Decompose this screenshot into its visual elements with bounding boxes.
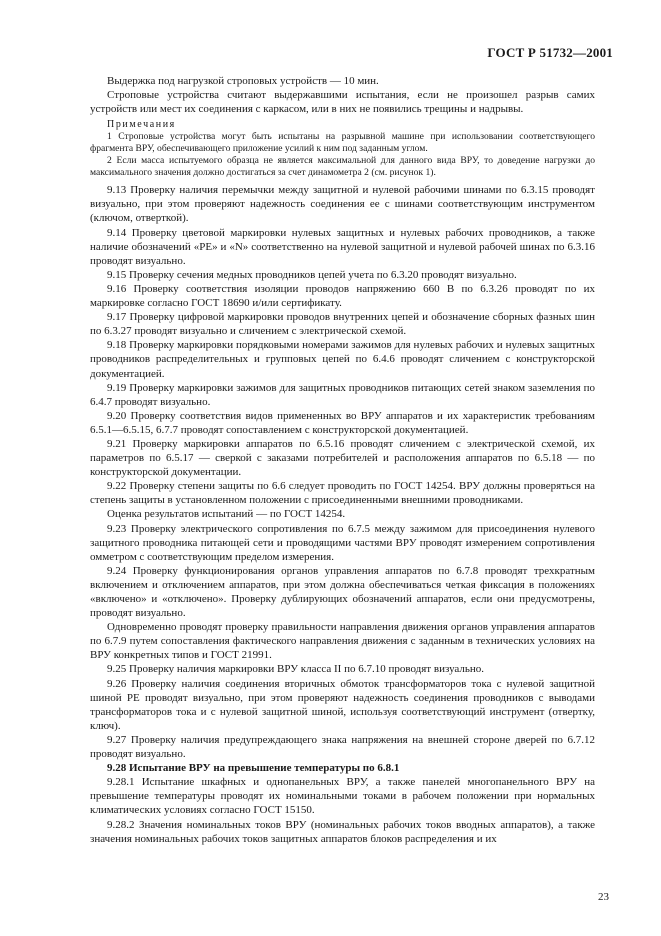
item-9-26: 9.26 Проверку наличия соединения вторичных обмоток трансформаторов тока с нулевой защитной шиной PE проводят визуально, при этом проверяют надежность соединения проводников с выводами трансформаторов тока и с нулевой защитной шиной, используя соответствующий инструмент (отвертку, ключ). [90,677,595,732]
item-9-16: 9.16 Проверку соответствия изоляции проводов напряжению 660 В по 6.3.26 проводят по их маркировке согласно ГОСТ 18690 и/или сертификату. [90,282,595,310]
paragraph: Строповые устройства считают выдержавшими испытания, если не произошел разрыв самих устройств или мест их соединения с каркасом, или в них не появились трещины и надрывы. [90,89,595,116]
item-9-27: 9.27 Проверку наличия предупреждающего знака напряжения на внешней стороне дверей по 6.7.12 проводят визуально. [90,733,595,761]
item-9-23: 9.23 Проверку электрического сопротивления по 6.7.5 между зажимом для присоединения нулевого защитного проводника питающей сети и проводящими частями ВРУ проводят измерением сопротивления омметром с соответствующим пределом измерения. [90,522,595,563]
item-9-18: 9.18 Проверку маркировки порядковыми номерами зажимов для нулевых рабочих и нулевых защитных проводников распределительных и групповых цепей по 6.4.6 проводят сличением с конструкторской документацией. [90,339,595,380]
item-9-19: 9.19 Проверку маркировки зажимов для защитных проводников питающих сетей знаком заземления по 6.4.7 проводят визуально. [90,381,595,408]
item-9-17: 9.17 Проверку цифровой маркировки проводов внутренних цепей и обозначение сборных фазных шин по 6.3.27 проводят визуально и сличением с электрической схемой. [90,311,595,338]
direction-check-paragraph: Одновременно проводят проверку правильности направления движения органов управления аппаратов по 6.7.9 путем сопоставления фактического направления движения с заданным в технических условиях на ВРУ конкретных типов и ГОСТ 21991. [90,621,595,662]
section-title: 9.28 Испытание ВРУ на превышение температуры по 6.8.1 [107,762,400,775]
notes-title: Примечания [107,119,176,131]
page-body [90,74,595,846]
note-item: 1 Строповые устройства могут быть испытаны на разрывной машине при использовании соответствующего фрагмента ВРУ, обеспечивающего приложение усилий к ним под заданным углом. [90,131,595,155]
item-9-28-2: 9.28.2 Значения номинальных токов ВРУ (номинальных рабочих токов вводных аппаратов), а также значения номинальных рабочих токов защитных аппаратов блоков распределения и их [90,818,595,845]
item-9-14: 9.14 Проверку цветовой маркировки нулевых защитных и нулевых рабочих проводников, а также наличие обозначений «PE» и «N» соответственно на нулевой защитной и нулевой рабочей шинах по 6.3.16 проводят визуально. [90,226,595,267]
page-number: 23 [598,891,609,903]
evaluation-paragraph: Оценка результатов испытаний — по ГОСТ 14254. [107,508,346,521]
item-9-13: 9.13 Проверку наличия перемычки между защитной и нулевой рабочими шинами по 6.3.15 проводят визуально, при этом проверяют надежность соединения ее с шинами соответствующим инструментом (ключом, отверткой). [90,184,595,225]
item-9-28-1: 9.28.1 Испытание шкафных и однопанельных ВРУ, а также панелей многопанельного ВРУ на превышение температуры проводят их номинальными токами в рабочем положении при нормальных климатических условиях согласно ГОСТ 15150. [90,776,595,817]
note-item: 2 Если масса испытуемого образца не является максимальной для данного вида ВРУ, то доведение нагрузки до максимального значения должно достигаться за счет динамометра 2 (см. рисунок 1). [90,155,595,179]
item-9-15: 9.15 Проверку сечения медных проводников цепей учета по 6.3.20 проводят визуально. [107,268,517,281]
item-9-21: 9.21 Проверку маркировки аппаратов по 6.5.16 проводят сличением с электрической схемой, их параметров по 6.5.17 — сверкой с заказами потребителей и расположения аппаратов по 6.5.18 — по конструкторской документации. [90,437,595,479]
item-9-20: 9.20 Проверку соответствия видов примененных во ВРУ аппаратов и их характеристик требованиям 6.5.1—6.5.15, 6.7.7 проводят сопоставлением с конструкторской документацией. [90,409,595,436]
document-header: ГОСТ Р 51732—2001 [487,45,613,60]
paragraph: Выдержка под нагрузкой строповых устройств — 10 мин. [107,75,379,87]
item-9-25: 9.25 Проверку наличия маркировки ВРУ класса II по 6.7.10 проводят визуально. [107,663,485,676]
item-9-22: 9.22 Проверку степени защиты по 6.6 следует проводить по ГОСТ 14254. ВРУ должны проверяться на степень защиты в установленном положении с присоединенными внешними проводниками. [90,480,595,507]
item-9-24: 9.24 Проверку функционирования органов управления аппаратов по 6.7.8 проводят трехкратным включением и отключением аппаратов, при этом должна обеспечиваться четкая фиксация в положениях «включено» и «отключено». Проверку дублирующих обозначений аппаратов, если они предусмотрены, проводят визуально. [90,564,595,620]
